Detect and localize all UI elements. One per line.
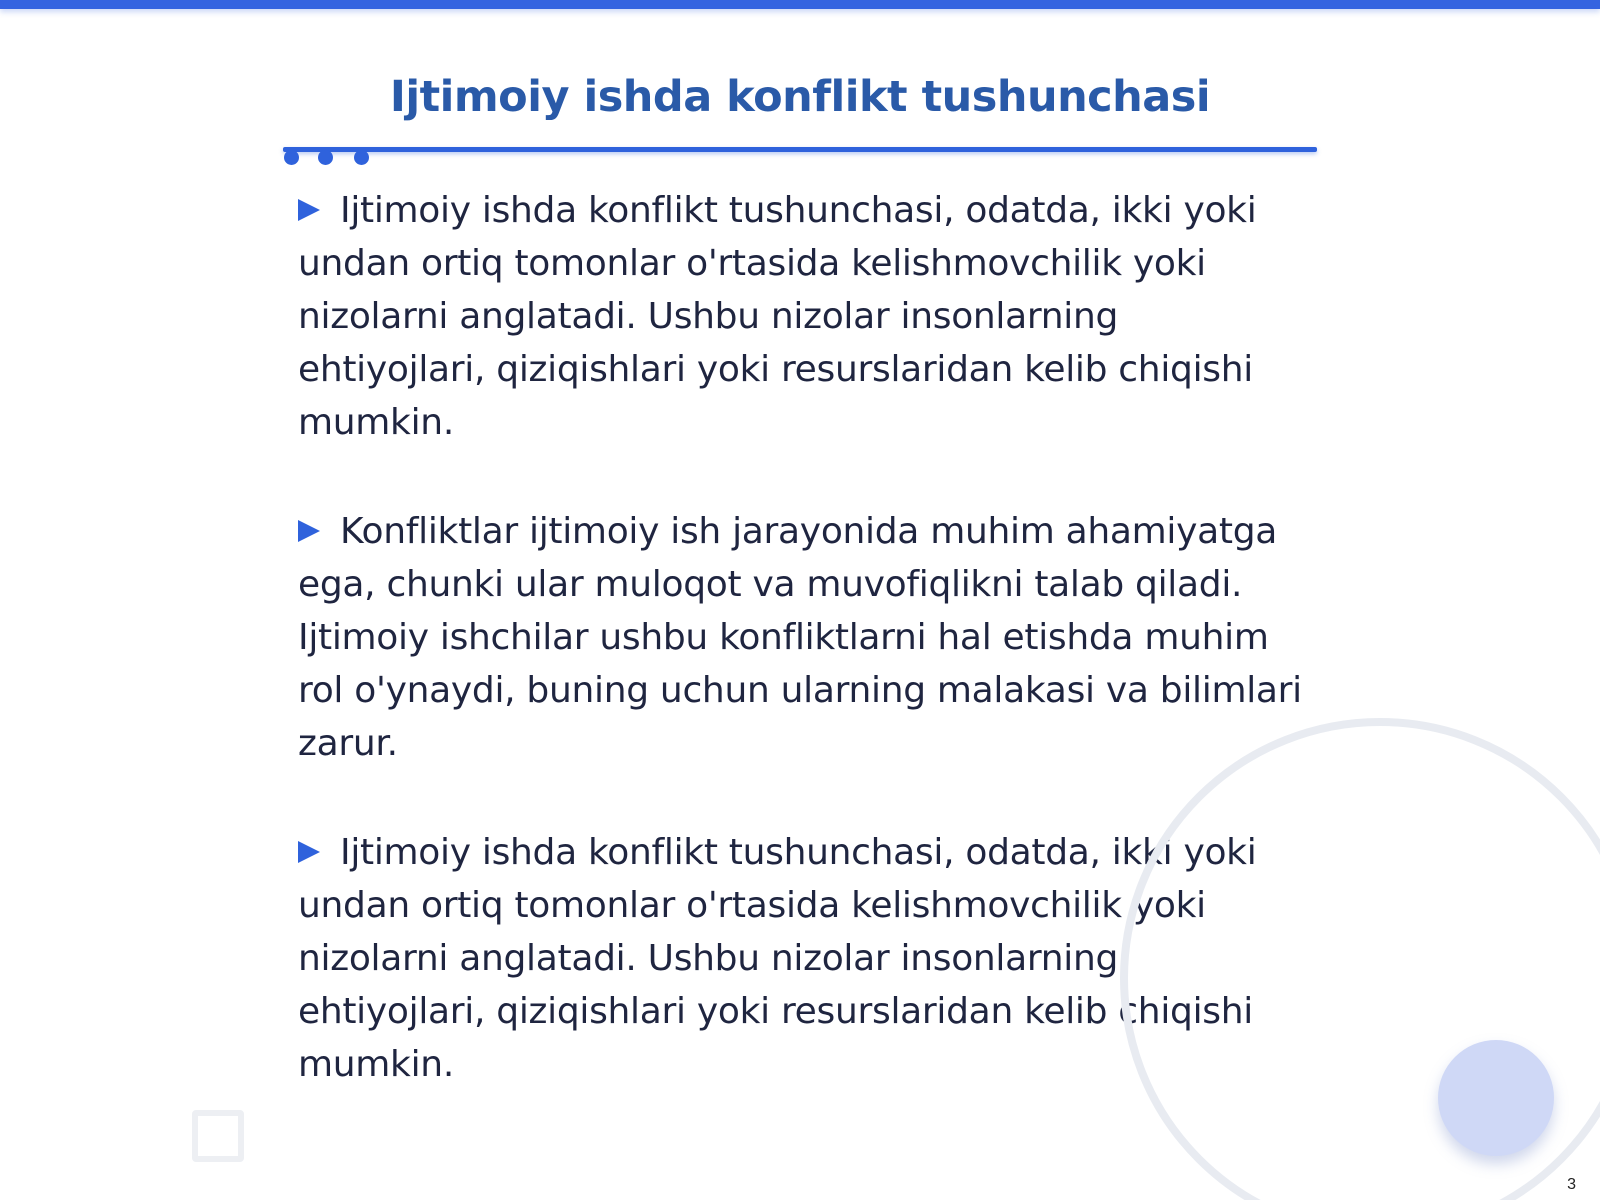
bullet-text: Ijtimoiy ishda konflikt tushunchasi, odatda, ikki yoki undan ortiq tomonlar o'rtasida kelishmovchilik yoki nizolarni anglatadi. Ushbu nizolar insonlarning ehtiyojlari, qiziqishlari yoki resurslaridan kelib chiqishi mumkin. — [298, 832, 1257, 1085]
top-accent-bar — [0, 0, 1600, 9]
bullet-text: Konfliktlar ijtimoiy ish jarayonida muhim ahamiyatga ega, chunki ular muloqot va muvofiqlikni talab qiladi. Ijtimoiy ishchilar ushbu konfliktlarni hal etishda muhim rol o'ynaydi, buning uchun ularning malakasi va bilimlari zarur. — [298, 511, 1302, 764]
decor-square — [192, 1110, 244, 1162]
bullet-item — [298, 505, 1308, 770]
slide-title: Ijtimoiy ishda konflikt tushunchasi — [389, 72, 1211, 122]
triangle-right-icon — [298, 520, 320, 542]
decor-dot — [318, 150, 333, 165]
decor-circle — [1438, 1040, 1554, 1156]
page-number: 3 — [1567, 1176, 1576, 1193]
bullet-item — [298, 184, 1308, 449]
triangle-right-icon — [298, 199, 320, 221]
decor-dot — [284, 150, 299, 165]
bullet-text: Ijtimoiy ishda konflikt tushunchasi, odatda, ikki yoki undan ortiq tomonlar o'rtasida kelishmovchilik yoki nizolarni anglatadi. Ushbu nizolar insonlarning ehtiyojlari, qiziqishlari yoki resurslaridan kelib chiqishi mumkin. — [298, 190, 1257, 443]
title-underline — [283, 147, 1317, 152]
triangle-right-icon — [298, 841, 320, 863]
decor-dot — [354, 150, 369, 165]
